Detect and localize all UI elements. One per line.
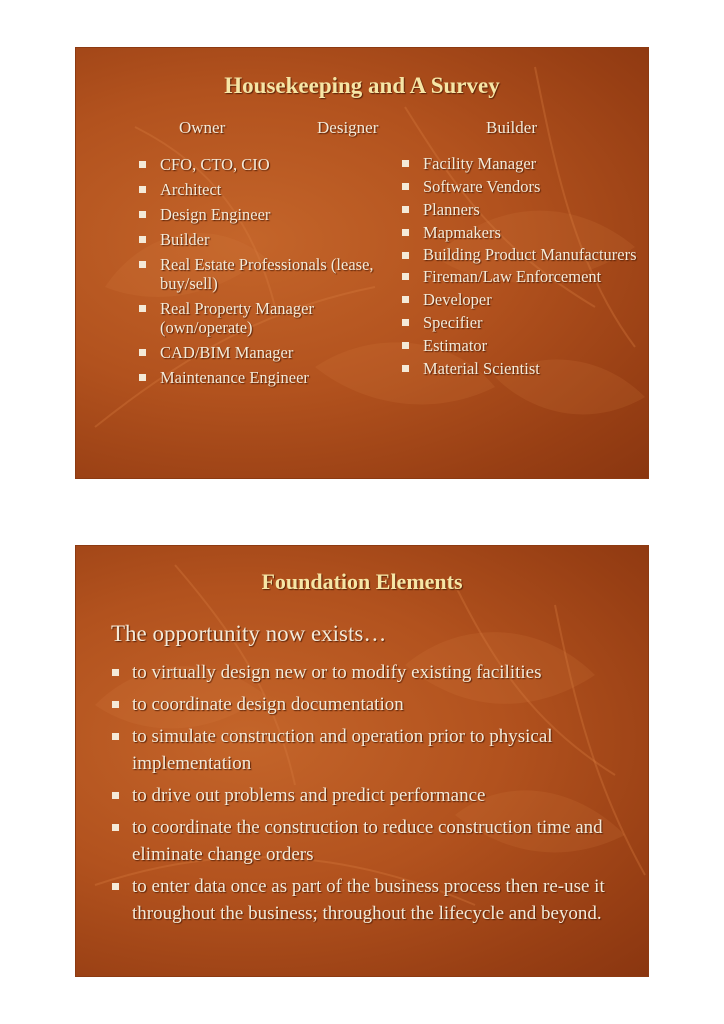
list-item: to enter data once as part of the business process then re-use it throughout the business; throughout the lifecycle and beyond. [132,873,632,927]
list-item: Estimator [423,336,638,355]
slide-title: Housekeeping and A Survey [224,73,500,98]
bullet-icon [402,183,409,190]
bullet-icon [112,669,119,676]
column-header-builder: Builder [486,118,537,137]
list-item: Material Scientist [423,359,638,378]
bullet-icon [402,252,409,259]
column-header-owner: Owner [179,118,226,137]
bullet-icon [139,305,146,312]
list-item: to coordinate the construction to reduce construction time and eliminate change orders [132,814,632,868]
bullet-icon [112,824,119,831]
list-item: Software Vendors [423,177,638,196]
list-item: Specifier [423,313,638,332]
bullet-icon [402,206,409,213]
bullet-icon [139,211,146,218]
column-header-designer: Designer [317,118,379,137]
list-item: Developer [423,290,638,309]
list-item: to drive out problems and predict performance [132,782,632,809]
bullet-icon [139,236,146,243]
bullet-icon [112,792,119,799]
list-item: to virtually design new or to modify existing facilities [132,659,632,686]
bullet-icon [139,374,146,381]
bullet-icon [402,365,409,372]
bullet-icon [402,160,409,167]
bullet-icon [402,342,409,349]
list-item: Building Product Manufacturers [423,246,638,263]
bullet-icon [402,229,409,236]
list-item: Real Property Manager (own/operate) [160,299,390,337]
slide-foundation-elements [75,545,649,977]
list-item: Mapmakers [423,223,638,242]
bullet-icon [139,261,146,268]
list-item: Facility Manager [423,154,638,173]
left-role-list [160,155,390,393]
list-item: to coordinate design documentation [132,691,632,718]
slide-housekeeping [75,47,649,479]
opportunity-list [132,659,632,932]
list-item: Real Estate Professionals (lease, buy/sell) [160,255,390,293]
list-item: Builder [160,230,390,249]
bullet-icon [112,733,119,740]
list-item: CAD/BIM Manager [160,343,390,362]
bullet-icon [112,883,119,890]
list-item: to simulate construction and operation prior to physical implementation [132,723,632,777]
bullet-icon [112,701,119,708]
bullet-icon [139,186,146,193]
lead-text: The opportunity now exists… [111,621,387,646]
bullet-icon [139,349,146,356]
bullet-icon [139,161,146,168]
list-item: CFO, CTO, CIO [160,155,390,174]
bullet-icon [402,273,409,280]
list-item: Design Engineer [160,205,390,224]
right-role-list [423,154,638,382]
bullet-icon [402,296,409,303]
list-item: Maintenance Engineer [160,368,390,387]
bullet-icon [402,319,409,326]
slide-title: Foundation Elements [261,569,463,594]
list-item: Planners [423,200,638,219]
list-item: Fireman/Law Enforcement [423,267,638,286]
list-item: Architect [160,180,390,199]
